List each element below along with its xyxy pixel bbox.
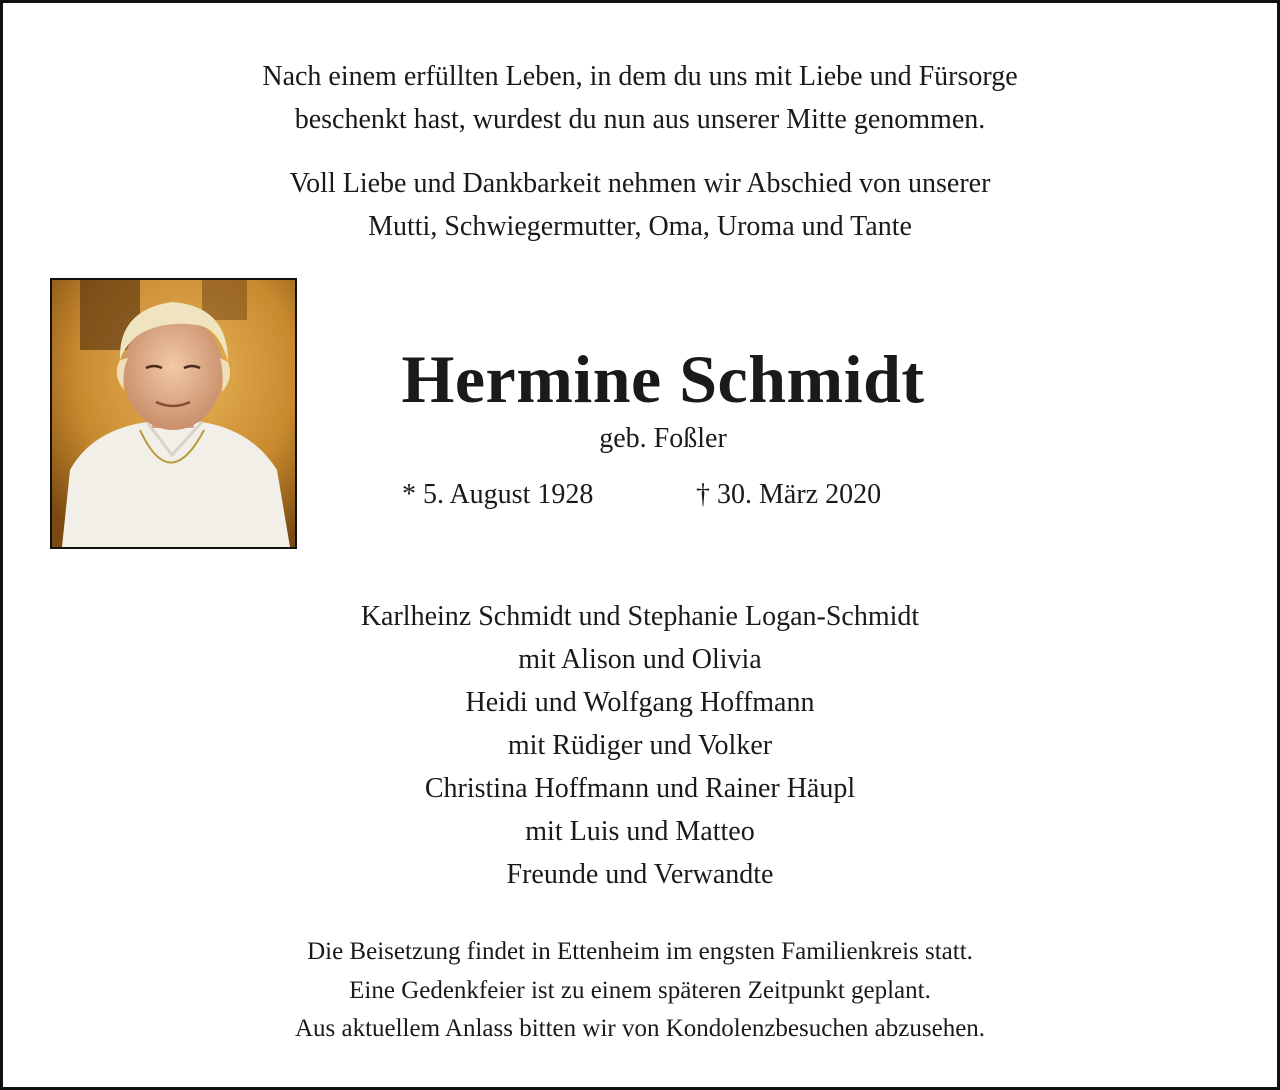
intro-line: Nach einem erfüllten Leben, in dem du uns mit Liebe und Fürsorge <box>262 61 1018 92</box>
intro-line: beschenkt hast, wurdest du nun aus unserer Mitte genommen. <box>294 104 986 135</box>
intro-text <box>3 55 1277 248</box>
closing-line: Aus aktuellem Anlass bitten wir von Kondolenzbesuchen abzusehen. <box>294 1015 986 1042</box>
mourner-line: Christina Hoffmann und Rainer Häupl <box>424 773 856 804</box>
portrait-photo-icon <box>52 280 295 547</box>
mourner-line: Karlheinz Schmidt und Stephanie Logan-Schmidt <box>360 601 920 632</box>
intro-paragraph-1 <box>3 55 1277 141</box>
intro-line: Voll Liebe und Dankbarkeit nehmen wir Abschied von unserer <box>289 168 991 199</box>
closing-line: Eine Gedenkfeier ist zu einem späteren Zeitpunkt geplant. <box>349 976 931 1004</box>
intro-line: Mutti, Schwiegermutter, Oma, Uroma und Tante <box>368 211 912 242</box>
mourner-line: Freunde und Verwandte <box>506 859 774 890</box>
maiden-name: geb. Foßler <box>599 423 727 454</box>
closing-notes <box>3 933 1277 1049</box>
deceased-name: Hermine Schmidt <box>401 341 925 417</box>
mourner-line: mit Rüdiger und Volker <box>507 730 773 761</box>
mourner-line: mit Luis und Matteo <box>525 816 755 847</box>
death-date: † 30. März 2020 <box>696 479 882 510</box>
mourner-line: Heidi und Wolfgang Hoffmann <box>465 687 815 718</box>
name-block <box>303 333 1023 457</box>
mourners-list <box>3 595 1277 896</box>
intro-paragraph-2 <box>3 162 1277 248</box>
portrait-photo <box>50 278 297 549</box>
mourner-line: mit Alison und Olivia <box>518 644 762 675</box>
closing-line: Die Beisetzung findet in Ettenheim im engsten Familienkreis statt. <box>307 938 973 965</box>
birth-date: * 5. August 1928 <box>402 479 594 510</box>
